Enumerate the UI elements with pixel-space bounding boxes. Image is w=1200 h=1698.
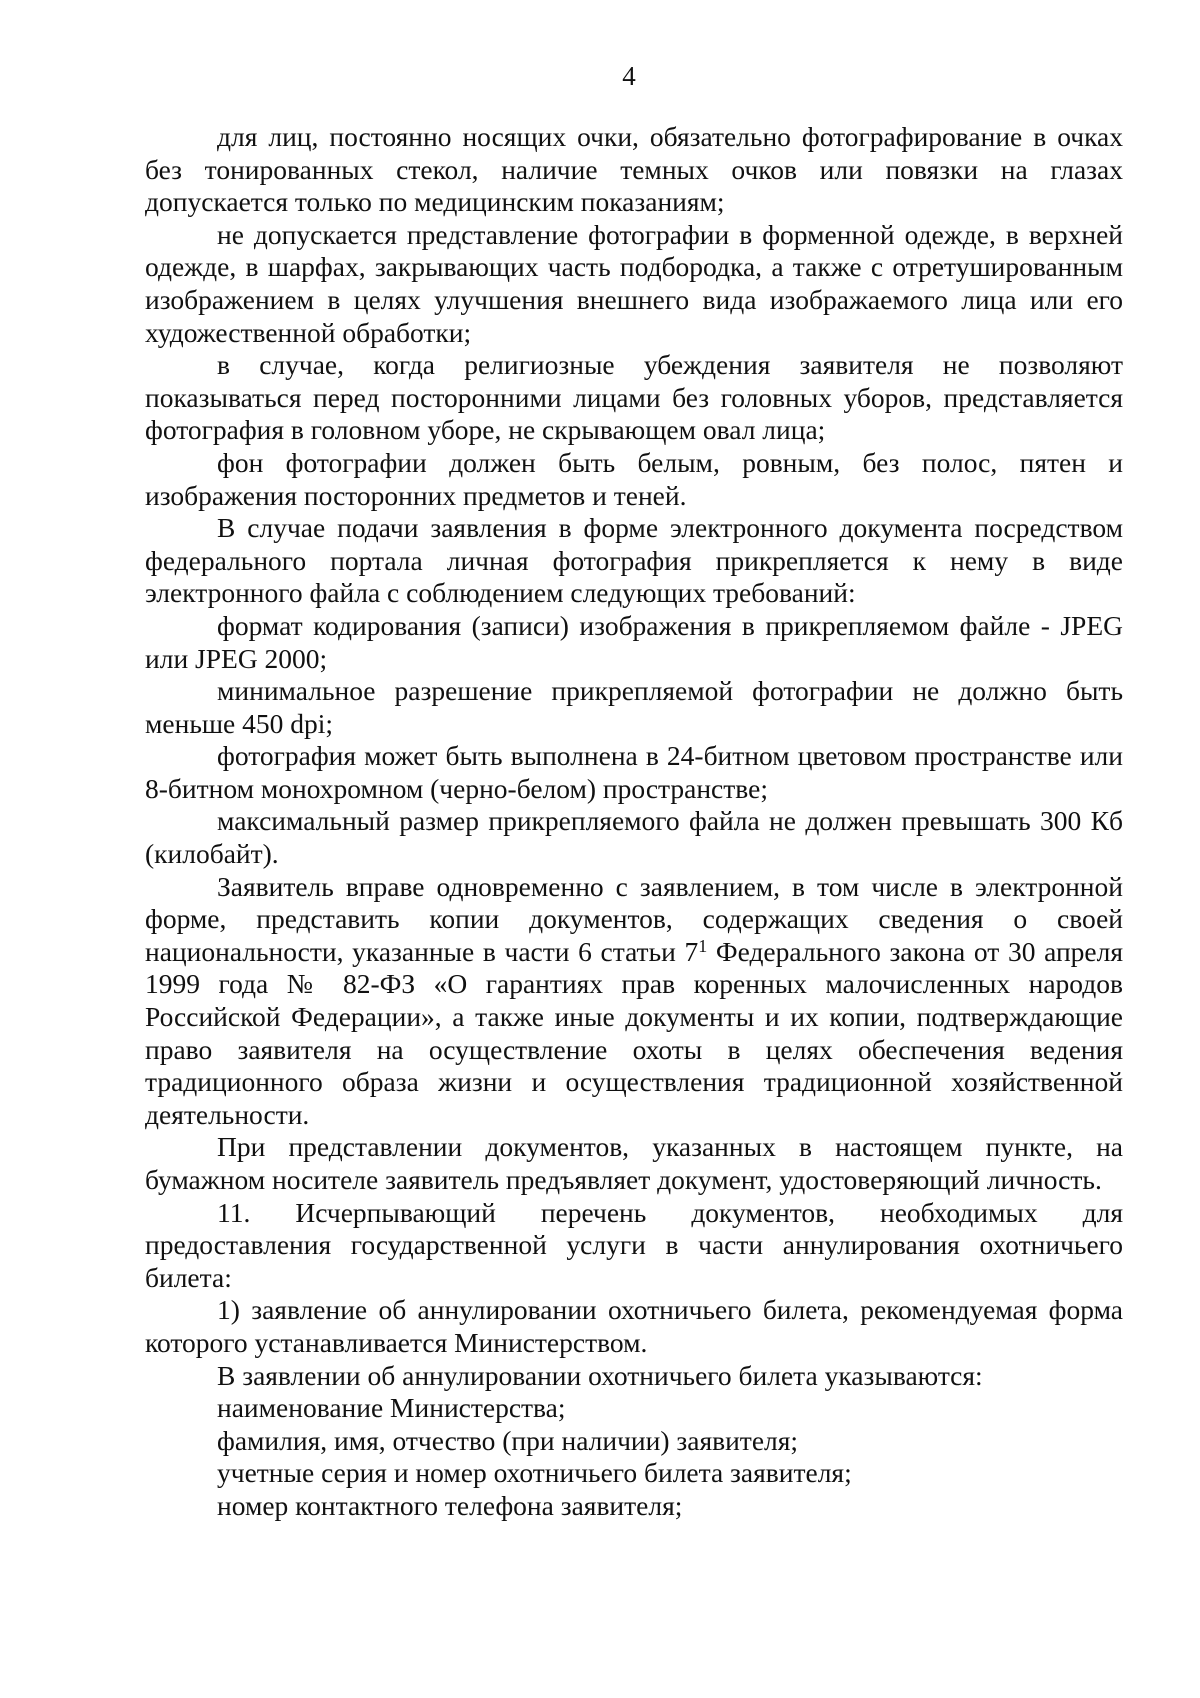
list-item-full-name: фамилия, имя, отчество (при наличии) заявителя; <box>217 1424 799 1456</box>
paragraph-format: формат кодирования (записи) изображения в прикрепляемом файле - JPEG или JPEG 2000; <box>145 609 1123 674</box>
paragraph-law-reference <box>145 871 1123 1132</box>
paragraph-electronic-submission: В случае подачи заявления в форме электронного документа посредством федерального портала личная фотография прикрепляется к нему в виде электронного файла с соблюдением следующих требований: <box>145 512 1123 609</box>
paragraph-glasses: для лиц, постоянно носящих очки, обязательно фотографирование в очках без тонированных стекол, наличие темных очков или повязки на глазах допускается только по медицинским показаниям; <box>145 121 1123 218</box>
page-number: 4 <box>622 61 636 91</box>
paragraph-clothing: не допускается представление фотографии в форменной одежде, в верхней одежде, в шарфах, закрывающих часть подбородка, а также с отретушированным изображением в целях улучшения внешнего вида изображаемого лица или его художественной обработки; <box>145 218 1123 348</box>
paragraph-paper-submission: При представлении документов, указанных в настоящем пункте, на бумажном носителе заявитель предъявляет документ, удостоверяющий личность. <box>145 1131 1123 1195</box>
list-item-phone: номер контактного телефона заявителя; <box>217 1489 683 1521</box>
paragraph-background: фон фотографии должен быть белым, ровным, без полос, пятен и изображения посторонних предметов и теней. <box>145 446 1123 511</box>
paragraph-resolution: минимальное разрешение прикрепляемой фотографии не должно быть меньше 450 dpi; <box>145 675 1123 739</box>
law-text-after: Федерального закона от 30 апреля 1999 года № 82-ФЗ «О гарантиях прав коренных малочисленных народов Российской Федерации», а также иные документы и их копии, подтверждающие право заявителя на осуществление охоты в целях обеспечения ведения традиционного образа жизни и осуществления традиционной хозяйственной деятельности. <box>145 935 1123 1130</box>
paragraph-item-11: 11. Исчерпывающий перечень документов, необходимых для предоставления государственной услуги в части аннулирования охотничьего билета: <box>145 1196 1123 1293</box>
law-text-before: Заявитель вправе одновременно с заявлением, в том числе в электронной форме, представить копии документов, содержащих сведения о своей национальности, указанные в части 6 статьи 7 <box>145 870 1123 967</box>
paragraph-file-size: максимальный размер прикрепляемого файла не должен превышать 300 Кб (килобайт). <box>145 805 1123 870</box>
paragraph-annulment-application: 1) заявление об аннулировании охотничьего билета, рекомендуемая форма которого устанавливается Министерством. <box>145 1294 1123 1358</box>
paragraph-color-space: фотография может быть выполнена в 24-битном цветовом пространстве или 8-битном монохромном (черно-белом) пространстве; <box>145 740 1123 804</box>
list-item-ministry-name: наименование Министерства; <box>217 1392 566 1424</box>
law-superscript: 1 <box>698 935 708 956</box>
document-body <box>145 121 1123 1523</box>
paragraph-headwear: в случае, когда религиозные убеждения заявителя не позволяют показываться перед посторонними лицами без головных уборов, представляется фотография в головном уборе, не скрывающем овал лица; <box>145 349 1123 446</box>
paragraph-application-contents: В заявлении об аннулировании охотничьего билета указываются: <box>217 1359 983 1391</box>
list-item-ticket-number: учетные серия и номер охотничьего билета заявителя; <box>217 1457 852 1489</box>
